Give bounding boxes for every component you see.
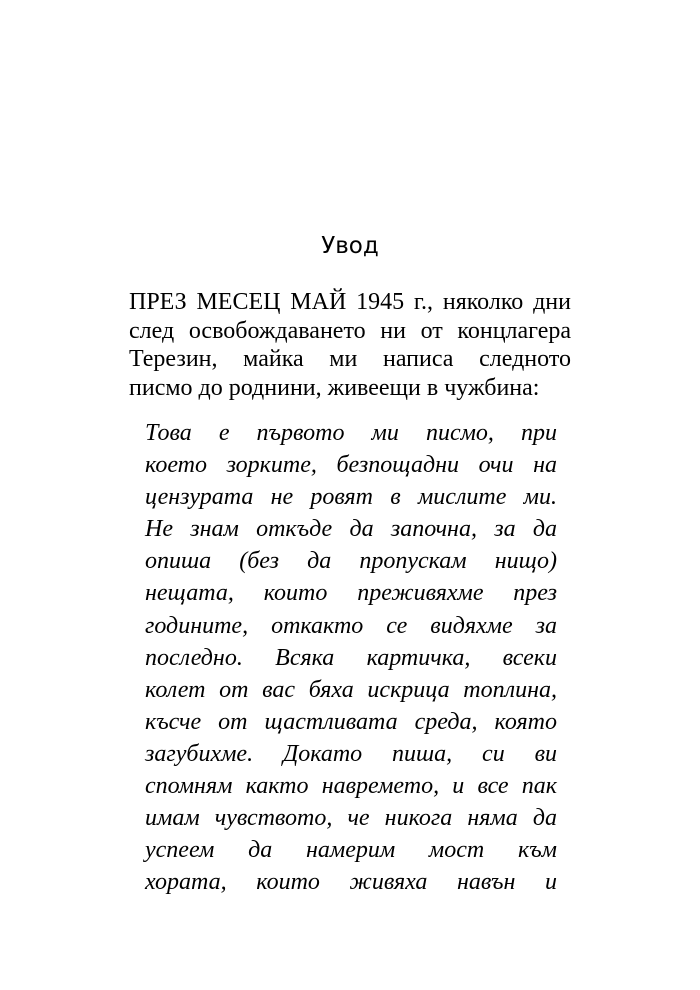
- intro-line: ПРЕЗ МЕСЕЦ МАЙ 1945 г., няколко дни: [129, 289, 571, 315]
- quote-line: Не знам откъде да започна, за да: [145, 516, 557, 543]
- quote-line: спомням както навремето, и все пак: [145, 773, 557, 800]
- quote-line: опиша (без да пропускам нищо): [145, 548, 557, 575]
- quote-line: колет от вас бяха искрица топлина,: [145, 676, 557, 703]
- quote-line: успеем да намерим мост към: [145, 837, 557, 864]
- chapter-title: Увод: [321, 233, 379, 259]
- letter-quote: [145, 417, 557, 898]
- quote-line: Това е първото ми писмо, при: [145, 420, 557, 446]
- quote-line: загубихме. Докато пиша, си ви: [145, 740, 557, 767]
- quote-line: нещата, които преживяхме през: [145, 580, 557, 607]
- intro-line: Терезин, майка ми написа следното: [129, 346, 571, 372]
- quote-line: късче от щастливата среда, която: [145, 708, 557, 735]
- intro-line: писмо до роднини, живеещи в чужбина:: [129, 374, 540, 401]
- quote-line: последно. Всяка картичка, всеки: [145, 644, 557, 671]
- quote-line: цензурата не ровят в мислите ми.: [145, 484, 557, 511]
- quote-line: което зорките, безпощадни очи на: [145, 452, 557, 479]
- quote-line: имам чувството, че никога няма да: [145, 805, 557, 832]
- intro-line: след освобождаването ни от концлагера: [129, 317, 571, 344]
- quote-line: хората, които живяха навън и: [145, 869, 557, 896]
- quote-line: годините, откакто се видяхме за: [145, 612, 557, 639]
- intro-paragraph: [129, 288, 571, 402]
